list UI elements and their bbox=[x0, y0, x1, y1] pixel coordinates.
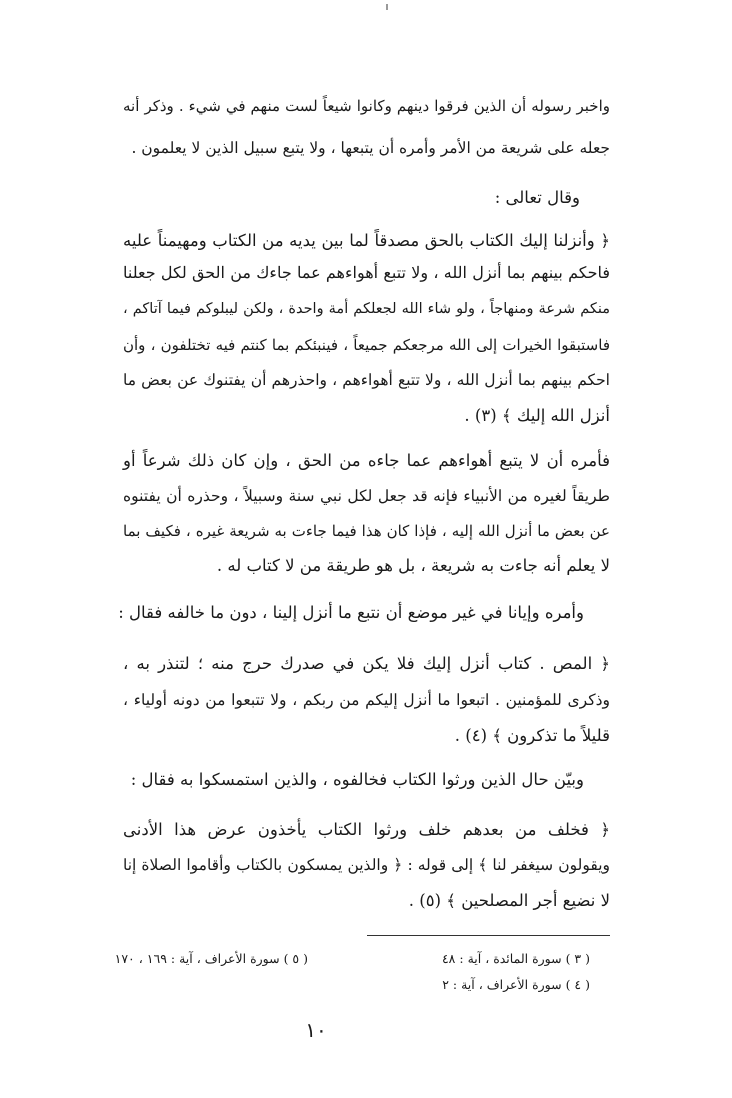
text-line: عن بعض ما أنزل الله إليه ، فإذا كان هذا فيما جاءت به شريعة غيره ، فكيف بما bbox=[123, 522, 610, 540]
text-line: جعله على شريعة من الأمر وأمره أن يتبعها ، ولا يتبع سبيل الذين لا يعلمون . bbox=[131, 139, 610, 157]
text-line: وأمره وإيانا في غير موضع أن نتبع ما أنزل إلينا ، دون ما خالفه فقال : bbox=[118, 603, 584, 622]
text-line: ﴿ وأنزلنا إليك الكتاب بالحق مصدقاً لما بين يديه من الكتاب ومهيمناً عليه bbox=[123, 231, 610, 250]
text-line: أنزل الله إليك ﴾ (٣) . bbox=[464, 406, 610, 425]
text-line: وقال تعالى : bbox=[494, 188, 580, 207]
scan-speck bbox=[386, 4, 388, 10]
text-line: وبيّن حال الذين ورثوا الكتاب فخالفوه ، والذين استمسكوا به فقال : bbox=[130, 770, 584, 789]
text-line: قليلاً ما تذكرون ﴾ (٤) . bbox=[454, 726, 610, 745]
footnote-4: ( ٤ ) سورة الأعراف ، آية : ٢ bbox=[442, 977, 590, 992]
page-number: ١٠ bbox=[305, 1018, 327, 1042]
text-line: لا نضيع أجر المصلحين ﴾ (٥) . bbox=[408, 891, 610, 910]
text-line: فاستبقوا الخيرات إلى الله مرجعكم جميعاً ، فينبئكم بما كنتم فيه تختلفون ، وأن bbox=[123, 336, 610, 354]
text-line: منكم شرعة ومنهاجاً ، ولو شاء الله لجعلكم أمة واحدة ، ولكن ليبلوكم فيما آتاكم ، bbox=[123, 301, 610, 317]
footnote-5: ( ٥ ) سورة الأعراف ، آية : ١٦٩ ، ١٧٠ bbox=[114, 951, 308, 966]
text-line: ويقولون سيغفر لنا ﴾ إلى قوله : ﴿ والذين يمسكون بالكتاب وأقاموا الصلاة إنا bbox=[123, 856, 610, 874]
text-line: طريقاً لغيره من الأنبياء فإنه قد جعل لكل نبي سنة وسبيلاً ، وحذره أن يفتنوه bbox=[123, 487, 610, 505]
text-line: واخبر رسوله أن الذين فرقوا دينهم وكانوا شيعاً لست منهم في شيء . وذكر أنه bbox=[123, 97, 610, 115]
text-line: وذكرى للمؤمنين . اتبعوا ما أنزل إليكم من ربكم ، ولا تتبعوا من دونه أولياء ، bbox=[123, 691, 610, 709]
text-line: ﴿ فخلف من بعدهم خلف ورثوا الكتاب يأخذون عرض هذا الأدنى bbox=[123, 820, 610, 839]
text-line: احكم بينهم بما أنزل الله ، ولا تتبع أهواءهم ، واحذرهم أن يفتنوك عن بعض ما bbox=[123, 371, 610, 389]
text-line: فاحكم بينهم بما أنزل الله ، ولا تتبع أهواءهم عما جاءك من الحق لكل جعلنا bbox=[123, 263, 610, 282]
text-line: فأمره أن لا يتبع أهواءهم عما جاءه من الحق ، وإن كان ذلك شرعاً أو bbox=[123, 451, 610, 470]
text-line: ﴿ المص . كتاب أنزل إليك فلا يكن في صدرك حرج منه ؛ لتنذر به ، bbox=[123, 654, 610, 673]
text-line: لا يعلم أنه جاءت به شريعة ، بل هو طريقة من لا كتاب له . bbox=[216, 556, 610, 575]
footnote-3: ( ٣ ) سورة المائدة ، آية : ٤٨ bbox=[441, 951, 590, 966]
footnote-separator bbox=[367, 935, 610, 936]
